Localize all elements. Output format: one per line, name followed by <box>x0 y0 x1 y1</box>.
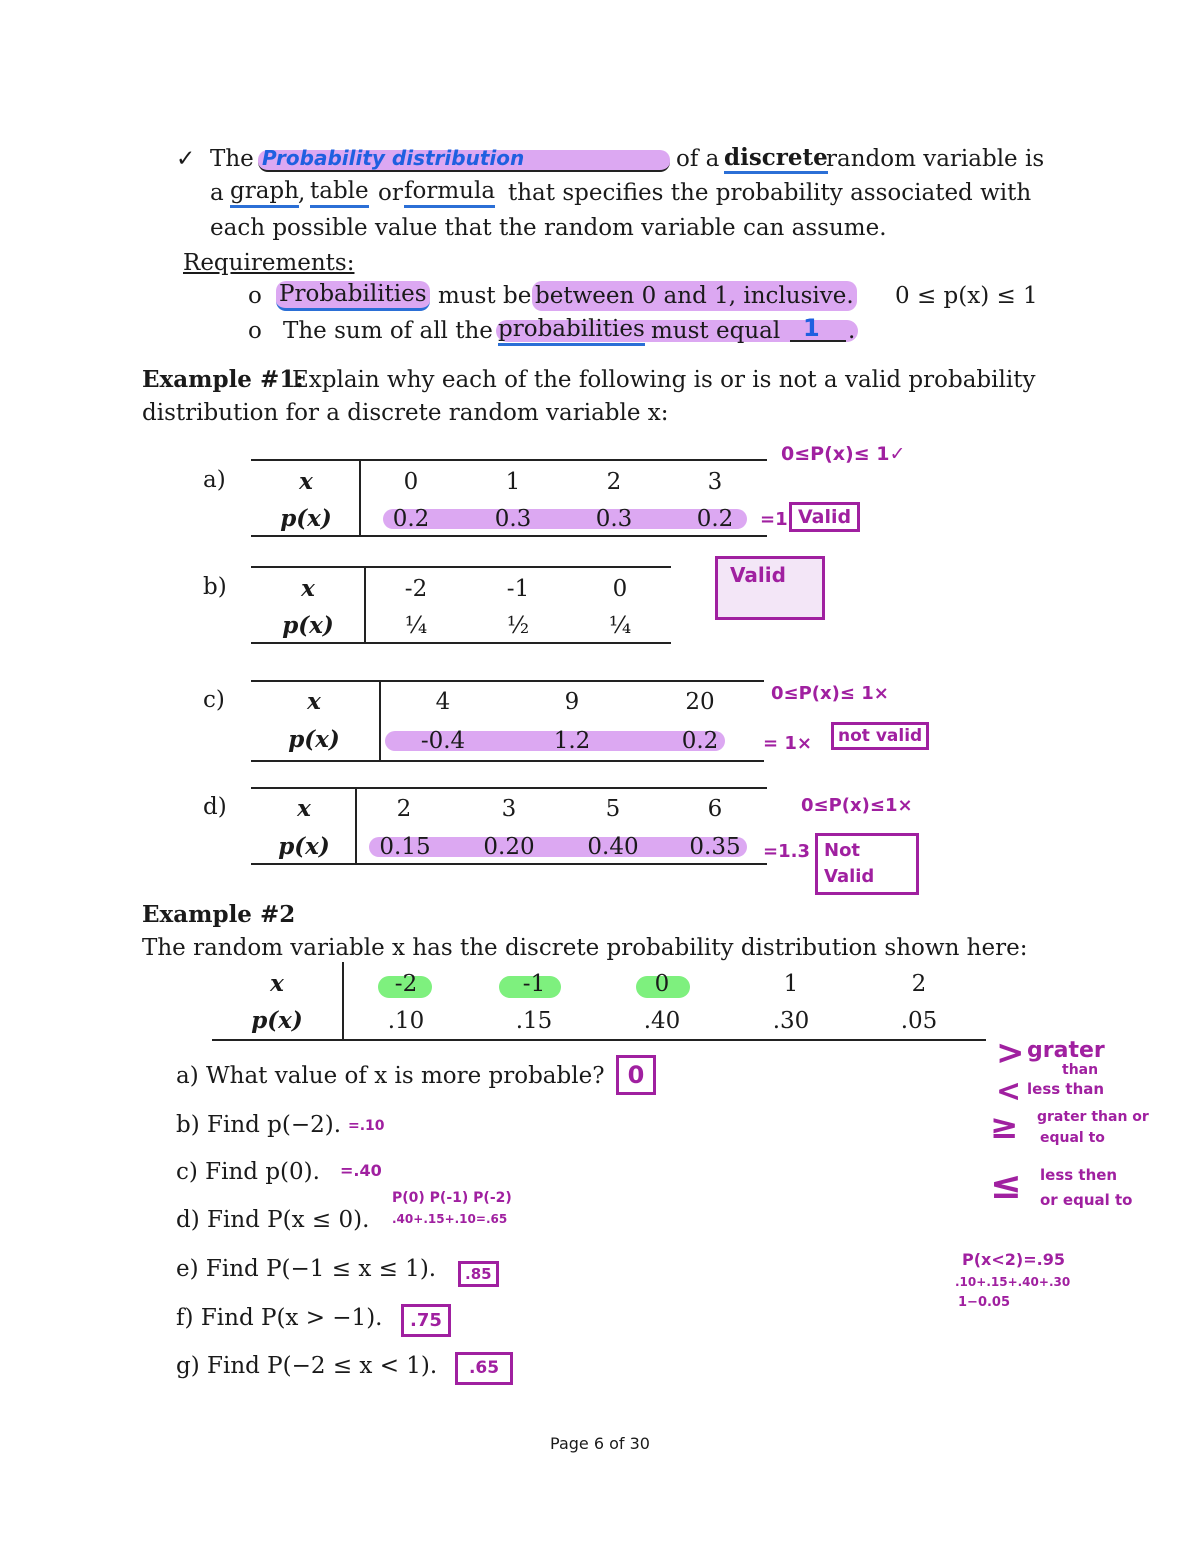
work-d: P(0) P(-1) P(-2) <box>392 1190 512 1206</box>
p-value: 0.3 <box>494 506 532 532</box>
answer-d: .40+.15+.10=.65 <box>392 1212 508 1226</box>
less-than-symbol: < <box>996 1074 1022 1109</box>
table-d <box>251 787 767 864</box>
px-header: p(x) <box>251 1007 303 1034</box>
requirements-heading: Requirements: <box>183 250 355 276</box>
question-a: a) What value of x is more probable? <box>176 1063 605 1089</box>
p-value: .40 <box>643 1008 681 1034</box>
x-header: x <box>299 468 313 495</box>
p-value: 0.2 <box>681 728 719 754</box>
question-e: e) Find P(−1 ≤ x ≤ 1). <box>176 1256 437 1282</box>
req2-handwritten-answer: 1 <box>803 314 820 342</box>
note-c-rule: 0≤P(x)≤ 1× <box>771 683 889 704</box>
p-value: ¼ <box>608 613 632 639</box>
p-value: 0.2 <box>392 506 430 532</box>
x-value: 0 <box>403 469 419 495</box>
req2-text: The sum of all the <box>283 318 493 344</box>
example2-intro: The random variable x has the discrete probability distribution shown here: <box>142 935 1028 961</box>
req1-inequality: 0 ≤ p(x) ≤ 1 <box>895 283 1038 309</box>
greater-than-text: grater <box>1027 1038 1105 1063</box>
note-a-verdict: Valid <box>789 502 860 532</box>
x-value: 0 <box>654 971 670 997</box>
example1-title: Example #1: <box>142 366 304 393</box>
handwritten-answer: Probability distribution <box>262 146 525 170</box>
table-a <box>251 459 767 536</box>
side-calc-3: 1−0.05 <box>958 1295 1011 1310</box>
p-value: ½ <box>506 613 530 639</box>
page-number: Page 6 of 30 <box>550 1434 650 1453</box>
p-value: .05 <box>900 1008 938 1034</box>
greater-equal-text2: equal to <box>1040 1130 1105 1146</box>
word-formula: formula <box>404 178 495 208</box>
less-equal-symbol: ≤ <box>990 1163 1022 1207</box>
req2-must-equal: must equal <box>651 318 781 344</box>
table-b-label: b) <box>203 574 227 600</box>
px-header: p(x) <box>288 726 340 753</box>
note-a-rule: 0≤P(x)≤ 1✓ <box>781 443 906 465</box>
p-value: .10 <box>387 1008 425 1034</box>
x-value: 2 <box>911 971 927 997</box>
x-value: 3 <box>501 796 517 822</box>
greater-equal-symbol: ≥ <box>990 1107 1019 1147</box>
x-value: 1 <box>505 469 521 495</box>
checkmark-icon: ✓ <box>176 146 196 172</box>
x-value: 9 <box>564 689 580 715</box>
intro-line2-a: a <box>210 180 224 206</box>
x-header: x <box>270 970 284 997</box>
word-table: table <box>310 178 369 208</box>
x-value: 3 <box>707 469 723 495</box>
req2-probabilities: probabilities <box>498 316 645 346</box>
x-value: 1 <box>783 971 799 997</box>
p-value: -0.4 <box>420 728 466 754</box>
question-g: g) Find P(−2 ≤ x < 1). <box>176 1353 438 1379</box>
question-c: c) Find p(0). <box>176 1159 320 1185</box>
req1-must-be: must be <box>438 283 532 309</box>
x-value: 5 <box>605 796 621 822</box>
less-equal-text: less then <box>1040 1166 1118 1184</box>
x-header: x <box>301 575 315 602</box>
p-value: 0.2 <box>696 506 734 532</box>
p-value: .15 <box>515 1008 553 1034</box>
example1-text1: Explain why each of the following is or is not a valid probability <box>292 367 1036 393</box>
answer-c: =.40 <box>340 1161 382 1180</box>
word-or: or <box>378 180 403 206</box>
req1-probabilities: Probabilities <box>276 281 430 311</box>
intro-of-a: of a <box>676 146 720 172</box>
x-value: 0 <box>612 576 628 602</box>
x-value: 4 <box>435 689 451 715</box>
comma: , <box>298 180 306 206</box>
less-equal-text2: or equal to <box>1040 1191 1133 1209</box>
answer-b: =.10 <box>348 1118 385 1134</box>
word-discrete: discrete <box>724 144 828 174</box>
side-calc-1: P(x<2)=.95 <box>962 1250 1065 1269</box>
table-c-label: c) <box>203 687 225 713</box>
p-value: 0.15 <box>379 834 431 860</box>
bullet: o <box>248 318 262 344</box>
intro-line2-rest: that specifies the probability associated with <box>508 180 1032 206</box>
x-value: 20 <box>685 689 715 715</box>
x-header: x <box>297 795 311 822</box>
px-header: p(x) <box>278 833 330 860</box>
note-c-verdict: not valid <box>831 722 929 750</box>
px-header: p(x) <box>280 505 332 532</box>
intro-the: The <box>210 146 254 172</box>
p-value: 0.20 <box>483 834 535 860</box>
x-value: 6 <box>707 796 723 822</box>
p-value: 0.35 <box>689 834 741 860</box>
intro-rv-is: random variable is <box>826 146 1045 172</box>
p-value: 0.40 <box>587 834 639 860</box>
p-value: 0.3 <box>595 506 633 532</box>
x-value: -1 <box>522 971 546 997</box>
note-d-verdict: Not Valid <box>815 833 919 895</box>
note-b-verdict: Valid <box>715 556 825 620</box>
x-header: x <box>307 688 321 715</box>
table-a-label: a) <box>203 467 226 493</box>
side-calc-2: .10+.15+.40+.30 <box>955 1275 1071 1289</box>
p-value: 1.2 <box>553 728 591 754</box>
x-value: -2 <box>404 576 428 602</box>
greater-equal-text: grater than or <box>1037 1109 1149 1125</box>
x-value: 2 <box>396 796 412 822</box>
note-d-sum: =1.3 <box>763 841 810 862</box>
bullet: o <box>248 283 262 309</box>
req1-between: between 0 and 1, inclusive. <box>532 281 857 311</box>
answer-g: .65 <box>455 1352 513 1385</box>
word-graph: graph <box>230 178 299 208</box>
intro-line3: each possible value that the random variable can assume. <box>210 215 887 241</box>
p-value: ¼ <box>404 613 428 639</box>
example2-title: Example #2 <box>142 901 296 928</box>
less-than-text: less than <box>1027 1080 1105 1098</box>
x-value: 2 <box>606 469 622 495</box>
question-f: f) Find P(x > −1). <box>176 1305 383 1331</box>
table-c <box>251 680 764 761</box>
greater-than-text2: than <box>1062 1062 1099 1078</box>
table-d-label: d) <box>203 794 227 820</box>
x-value: -1 <box>506 576 530 602</box>
answer-a: 0 <box>616 1055 656 1095</box>
table-b <box>251 566 671 643</box>
px-header: p(x) <box>282 612 334 639</box>
answer-f: .75 <box>401 1304 451 1337</box>
question-d: d) Find P(x ≤ 0). <box>176 1207 370 1233</box>
note-c-sum: = 1× <box>763 733 812 754</box>
example1-text2: distribution for a discrete random variable x: <box>142 400 669 426</box>
question-b: b) Find p(−2). <box>176 1112 342 1138</box>
example2-table <box>212 962 986 1040</box>
x-value: -2 <box>394 971 418 997</box>
note-a-sum: =1 <box>760 509 788 530</box>
p-value: .30 <box>772 1008 810 1034</box>
req2-period: . <box>848 318 856 344</box>
note-d-rule: 0≤P(x)≤1× <box>801 795 913 816</box>
greater-than-symbol: > <box>996 1033 1025 1073</box>
answer-e: .85 <box>458 1261 499 1287</box>
